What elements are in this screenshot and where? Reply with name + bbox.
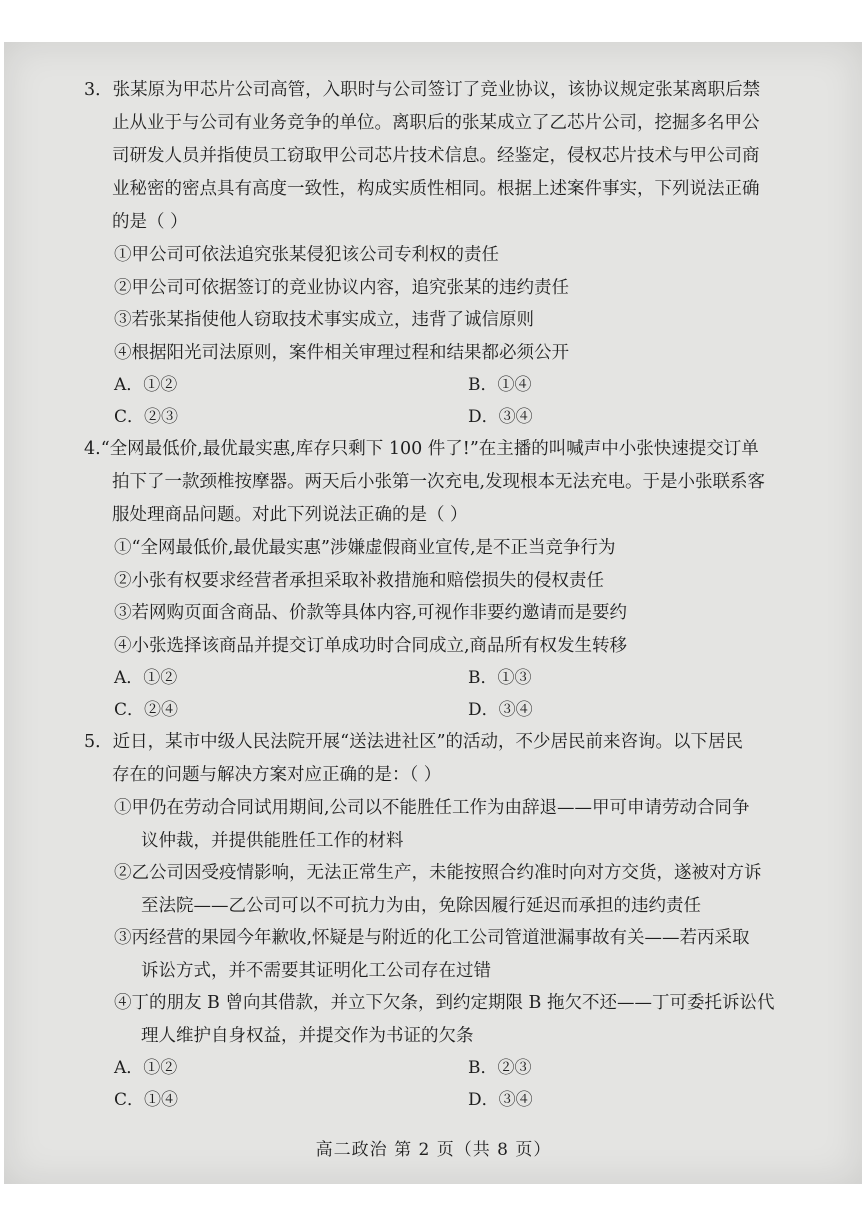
question-area bbox=[84, 74, 784, 1116]
question-4 bbox=[84, 433, 784, 726]
question-3 bbox=[84, 74, 784, 433]
statement-option-continued: 至法院——乙公司可以不可抗力为由，免除因履行延迟而承担的违约责任 bbox=[141, 895, 701, 916]
statement-option: ①甲仍在劳动合同试用期间,公司以不能胜任工作为由辞退——甲可申请劳动合同争 bbox=[114, 798, 750, 818]
statement-option: ②甲公司可依据签订的竞业协议内容，追究张某的违约责任 bbox=[114, 277, 569, 298]
answer-choice-d: D．③④ bbox=[468, 1090, 533, 1110]
question-stem-line: 业秘密的密点具有高度一致性，构成实质性相同。根据上述案件事实，下列说法正确 bbox=[112, 179, 760, 199]
question-stem-line: 司研发人员并指使员工窃取甲公司芯片技术信息。经鉴定，侵权芯片技术与甲公司商 bbox=[112, 146, 760, 166]
page-footer: 高二政治 第 2 页（共 8 页） bbox=[315, 1140, 552, 1160]
question-stem-line: 4.“全网最低价,最优最实惠,库存只剩下 100 件了!”在主播的叫喊声中小张快速提交订单 bbox=[84, 439, 759, 459]
answer-choice-c: C．②④ bbox=[114, 700, 179, 720]
answer-choice-a: A．①② bbox=[114, 668, 178, 688]
question-5 bbox=[84, 726, 784, 1116]
statement-option: ③丙经营的果园今年歉收,怀疑是与附近的化工公司管道泄漏事故有关——若丙采取 bbox=[114, 928, 750, 948]
answer-choice-d: D．③④ bbox=[468, 407, 533, 427]
question-stem-line: 拍下了一款颈椎按摩器。两天后小张第一次充电,发现根本无法充电。于是小张联系客 bbox=[112, 472, 766, 492]
statement-option: ④根据阳光司法原则，案件相关审理过程和结果都必须公开 bbox=[114, 342, 569, 363]
question-stem-line: 3．张某原为甲芯片公司高管，入职时与公司签订了竞业协议，该协议规定张某离职后禁 bbox=[84, 80, 761, 100]
answer-choice-a: A．①② bbox=[114, 375, 178, 395]
statement-option-continued: 理人维护自身权益，并提交作为书证的欠条 bbox=[141, 1025, 474, 1046]
statement-option: ③若张某指使他人窃取技术事实成立，违背了诚信原则 bbox=[114, 310, 534, 330]
statement-option-continued: 诉讼方式，并不需要其证明化工公司存在过错 bbox=[141, 960, 491, 981]
answer-choices bbox=[84, 369, 784, 433]
statement-option: ①甲公司可依法追究张某侵犯该公司专利权的责任 bbox=[114, 245, 499, 265]
statement-option: ④小张选择该商品并提交订单成功时合同成立,商品所有权发生转移 bbox=[114, 635, 628, 656]
statement-option: ②小张有权要求经营者承担采取补救措施和赔偿损失的侵权责任 bbox=[114, 570, 604, 591]
question-stem-line: 服处理商品问题。对此下列说法正确的是（ ） bbox=[112, 505, 468, 525]
answer-choice-c: C．②③ bbox=[114, 407, 179, 427]
question-stem-line: 5．近日，某市中级人民法院开展“送法进社区”的活动，不少居民前来咨询。以下居民 bbox=[84, 732, 744, 752]
statement-option: ③若网购页面含商品、价款等具体内容,可视作非要约邀请而是要约 bbox=[114, 603, 628, 623]
question-stem-line: 的是（ ） bbox=[112, 212, 188, 232]
answer-choices bbox=[84, 662, 784, 726]
question-stem-line: 存在的问题与解决方案对应正确的是：（ ） bbox=[112, 765, 442, 785]
answer-choice-b: B．①③ bbox=[468, 668, 532, 688]
statement-option-continued: 议仲裁，并提供能胜任工作的材料 bbox=[141, 830, 404, 851]
answer-choice-c: C．①④ bbox=[114, 1090, 179, 1110]
answer-choice-b: B．①④ bbox=[468, 375, 532, 395]
answer-choice-b: B．②③ bbox=[468, 1058, 532, 1078]
statement-option: ④丁的朋友 B 曾向其借款，并立下欠条，到约定期限 B 拖欠不还——丁可委托诉讼代 bbox=[114, 993, 775, 1013]
statement-option: ②乙公司因受疫情影响，无法正常生产，未能按照合约准时向对方交货，遂被对方诉 bbox=[114, 863, 762, 883]
answer-choice-a: A．①② bbox=[114, 1058, 178, 1078]
answer-choices bbox=[84, 1052, 784, 1116]
statement-option: ①“全网最低价,最优最实惠”涉嫌虚假商业宣传,是不正当竞争行为 bbox=[114, 538, 616, 558]
question-stem-line: 止从业于与公司有业务竞争的单位。离职后的张某成立了乙芯片公司，挖掘多名甲公 bbox=[112, 113, 760, 133]
answer-choice-d: D．③④ bbox=[468, 700, 533, 720]
